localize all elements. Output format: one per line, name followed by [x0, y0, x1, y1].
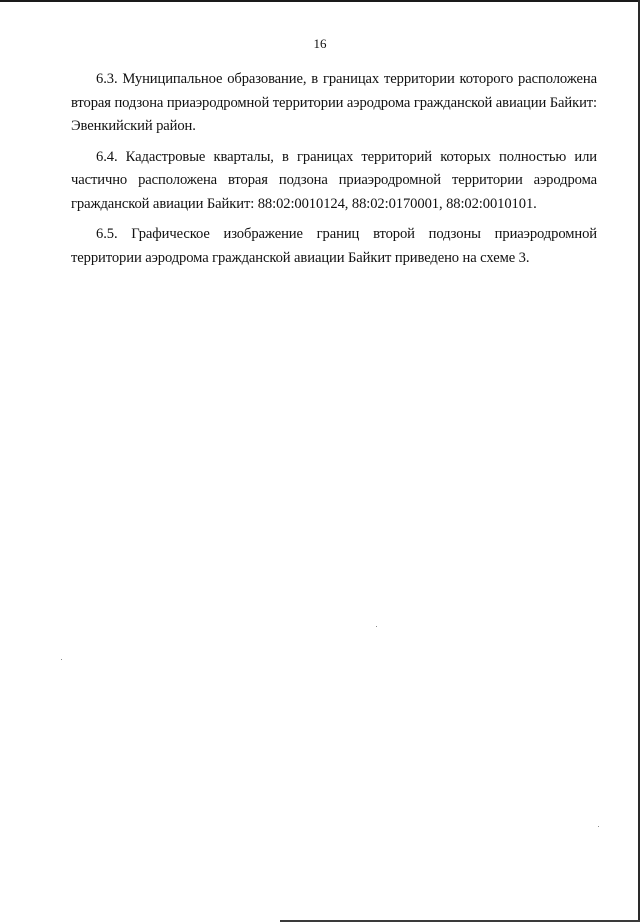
scan-speck	[598, 826, 599, 827]
scan-speck	[61, 659, 62, 660]
page-number: 16	[313, 36, 327, 51]
scan-edge-top	[0, 0, 640, 2]
scan-speck	[376, 626, 377, 627]
paragraph-6-5: 6.5. Графическое изображение границ второй подзоны приаэродромной территории аэродрома гражданской авиации Байкит приведено на схеме 3.	[71, 226, 597, 266]
document-body	[71, 68, 597, 277]
paragraph-6-3: 6.3. Муниципальное образование, в границах территории которого расположена вторая подзона приаэродромной территории аэродрома гражданской авиации Байкит: Эвенкийский район.	[71, 71, 598, 134]
paragraph-6-4: 6.4. Кадастровые кварталы, в границах территорий которых полностью или частично расположена вторая подзона приаэродромной территории аэродрома гражданской авиации Байкит: 88:02:0010124, 88:02:0170001, 88:02:0010101.	[71, 148, 597, 212]
